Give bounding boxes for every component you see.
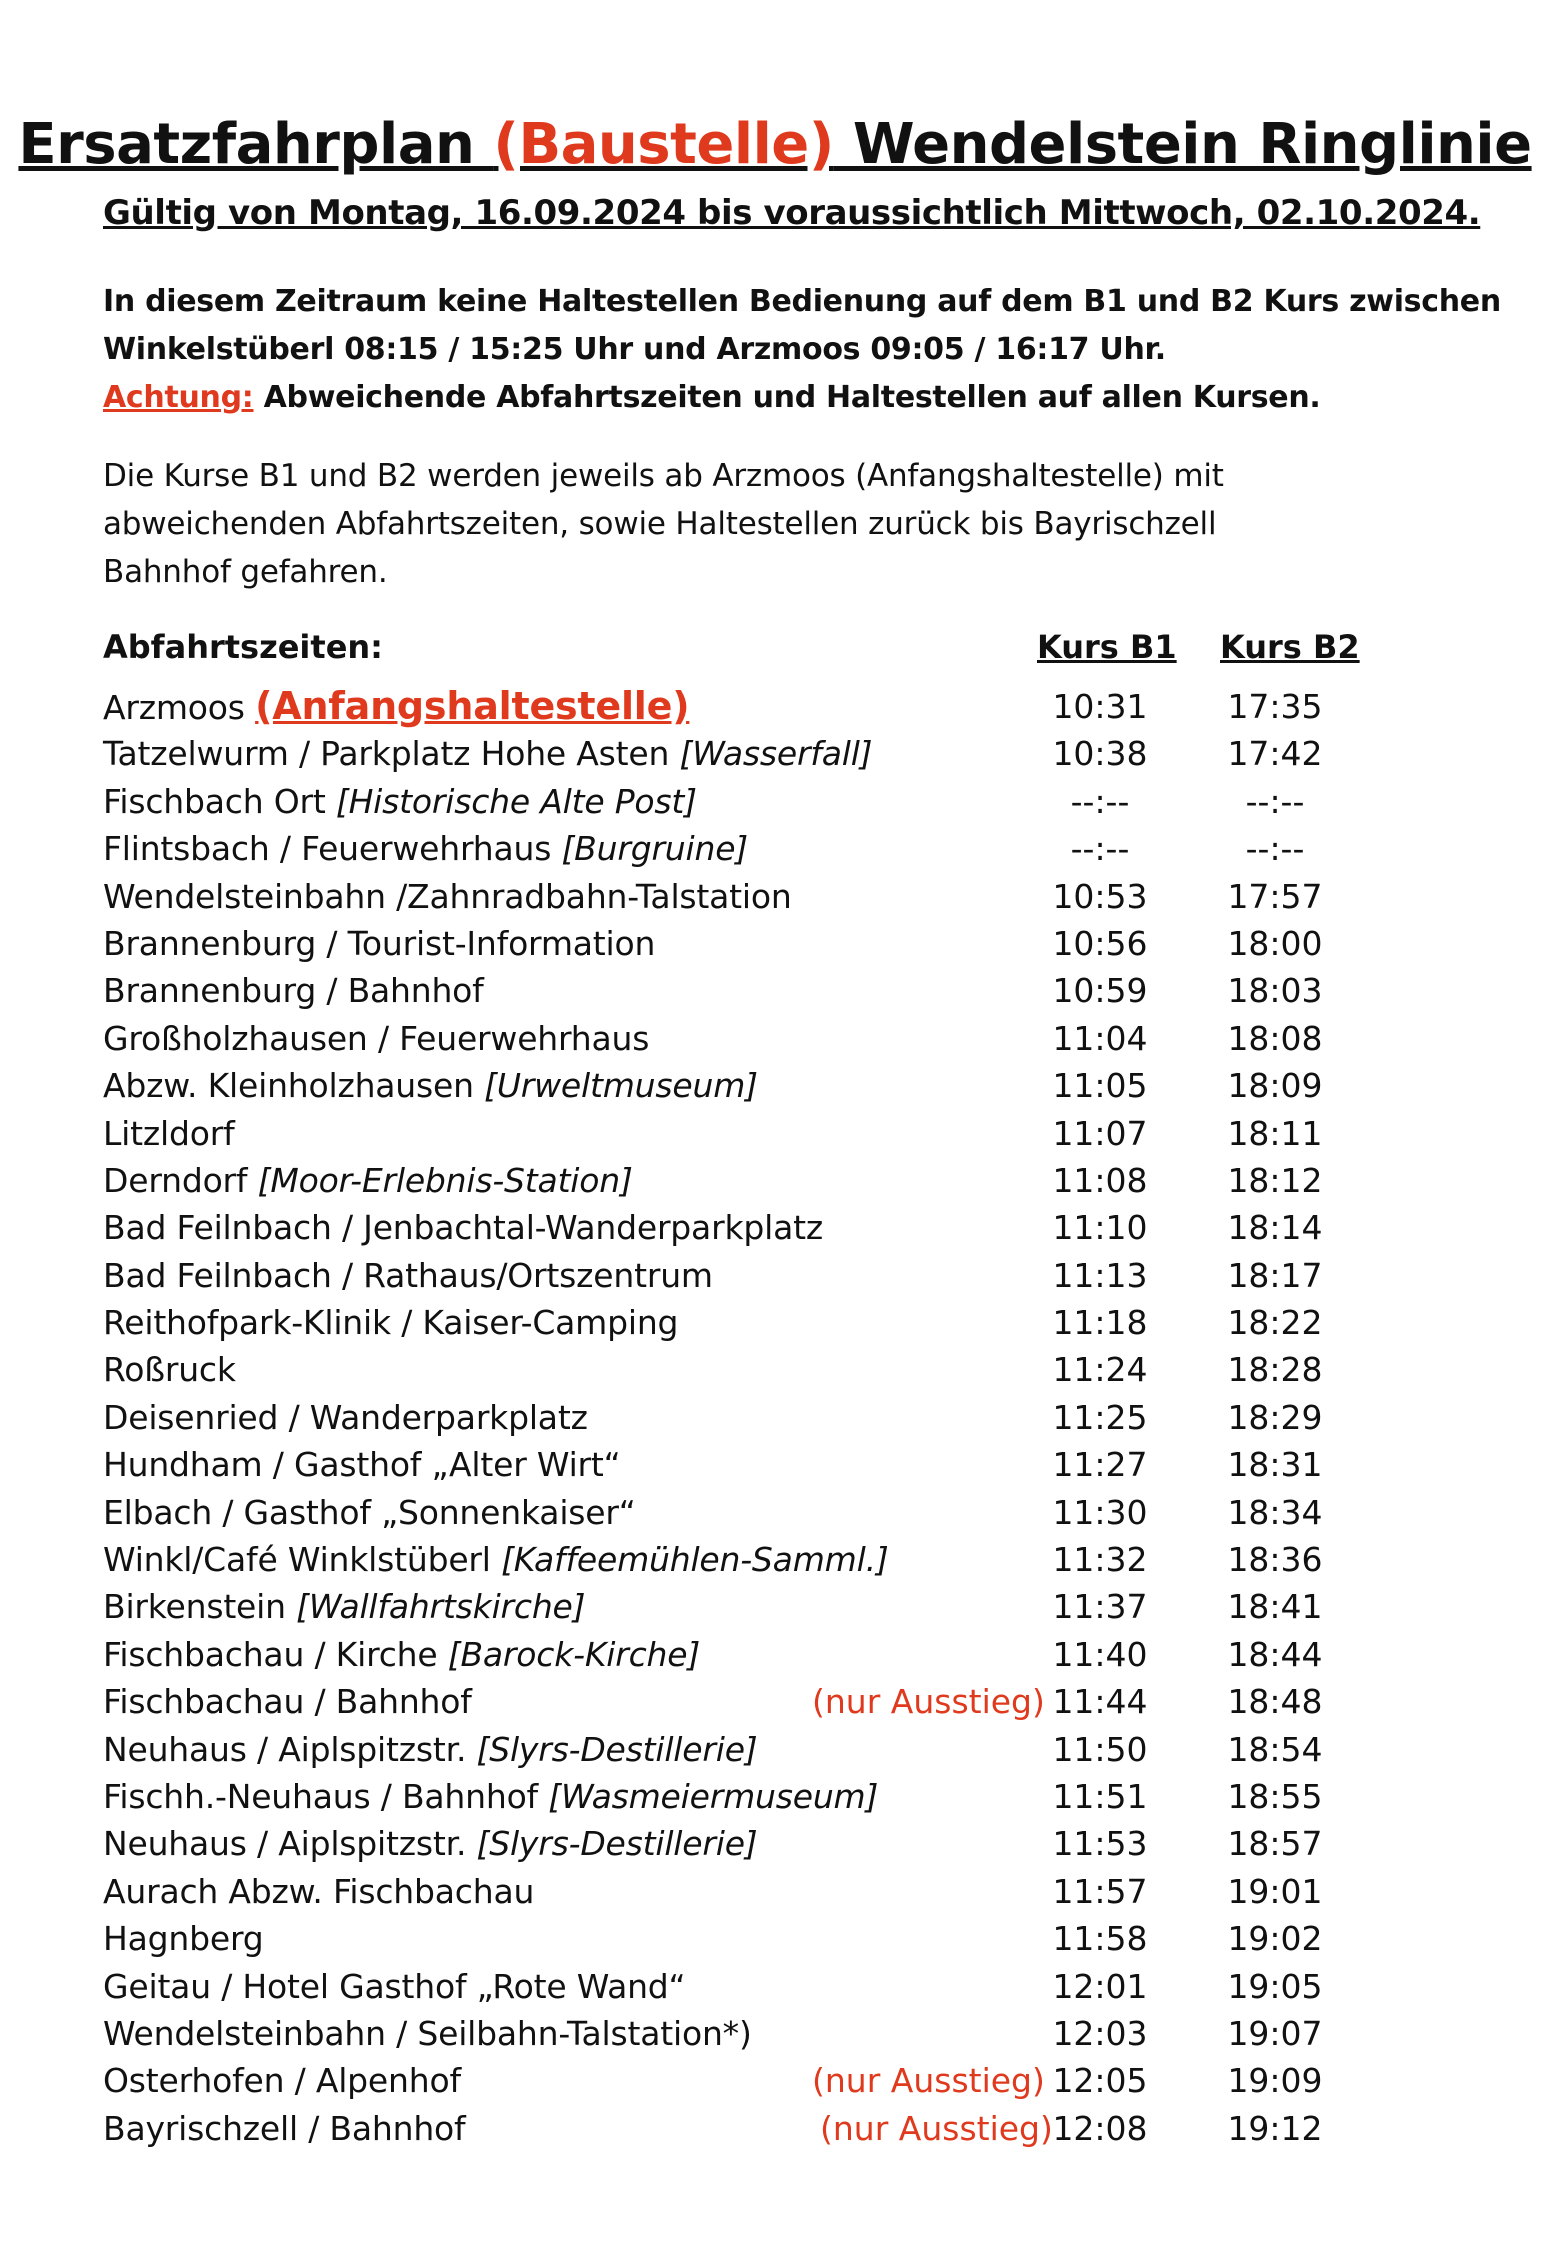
stop-name-text: Elbach / Gasthof „Sonnenkaiser“ — [103, 1492, 636, 1532]
time-b1: 11:32 — [1052, 1540, 1148, 1580]
table-row — [0, 873, 1550, 920]
time-b2: 18:12 — [1227, 1160, 1323, 1200]
title-part-3: Wendelstein Ringlinie — [833, 112, 1532, 177]
departures-label: Abfahrtszeiten: — [103, 628, 383, 666]
stop-name — [103, 730, 872, 777]
stop-name-text: Derndorf — [103, 1160, 258, 1200]
stop-name — [103, 1299, 678, 1346]
time-b1: --:-- — [1070, 829, 1130, 869]
stop-name-text: Aurach Abzw. Fischbachau — [103, 1871, 535, 1911]
time-b1: 11:27 — [1052, 1445, 1148, 1485]
achtung-label: Achtung: — [103, 380, 254, 415]
stop-name-text: Deisenried / Wanderparkplatz — [103, 1397, 588, 1437]
table-row — [0, 1394, 1550, 1441]
time-b2: 17:35 — [1227, 687, 1323, 726]
stop-name — [103, 1726, 758, 1773]
intro-line-2: abweichenden Abfahrtszeiten, sowie Haltestellen zurück bis Bayrischzell — [103, 506, 1217, 542]
table-row — [0, 1583, 1550, 1630]
stop-name — [103, 1631, 700, 1678]
time-b2: 18:11 — [1227, 1113, 1323, 1153]
table-row — [0, 683, 1550, 730]
time-b1: 11:10 — [1052, 1208, 1148, 1248]
stop-name — [103, 873, 792, 920]
time-b1: 11:13 — [1052, 1255, 1148, 1295]
start-stop-tag: (Anfangshaltestelle) — [255, 684, 690, 728]
stop-name — [103, 1204, 823, 1251]
table-row — [0, 2010, 1550, 2057]
stop-name — [103, 2105, 465, 2152]
table-row — [0, 1015, 1550, 1062]
table-row — [0, 1299, 1550, 1346]
stop-name — [103, 1015, 649, 1062]
stop-attraction-note: [Kaffeemühlen-Samml.] — [501, 1540, 889, 1580]
time-b2: 17:57 — [1227, 876, 1323, 916]
stop-name-text: Roßruck — [103, 1350, 236, 1390]
table-row — [0, 2105, 1550, 2152]
intro-paragraph — [103, 452, 1224, 596]
table-row — [0, 730, 1550, 777]
stop-name-text: Bad Feilnbach / Jenbachtal-Wanderparkplatz — [103, 1208, 823, 1248]
stop-name-text: Reithofpark-Klinik / Kaiser-Camping — [103, 1303, 679, 1343]
stop-name-text: Neuhaus / Aiplspitzstr. — [103, 1729, 477, 1769]
stop-name — [103, 1536, 889, 1583]
time-b1: 11:58 — [1052, 1919, 1148, 1959]
notice-line-3 — [103, 374, 1501, 422]
service-notice — [103, 278, 1501, 422]
time-b1: 11:25 — [1052, 1397, 1148, 1437]
time-b2: 19:07 — [1227, 2013, 1323, 2053]
time-b2: 18:57 — [1227, 1824, 1323, 1864]
stop-name — [103, 1583, 585, 1630]
stops-table — [0, 683, 1550, 2152]
stop-attraction-note: [Moor-Erlebnis-Station] — [257, 1160, 633, 1200]
stop-name-text: Neuhaus / Aiplspitzstr. — [103, 1824, 477, 1864]
table-row — [0, 1062, 1550, 1109]
time-b1: 11:18 — [1052, 1303, 1148, 1343]
title-part-1: Ersatzfahrplan — [18, 112, 494, 177]
time-b2: 19:02 — [1227, 1919, 1323, 1959]
time-b1: --:-- — [1070, 781, 1130, 821]
stop-name — [103, 778, 697, 825]
table-row — [0, 1726, 1550, 1773]
stop-name — [103, 1820, 758, 1867]
time-b2: 18:41 — [1227, 1587, 1323, 1627]
time-b2: 19:12 — [1227, 2108, 1323, 2148]
stop-name-text: Bad Feilnbach / Rathaus/Ortszentrum — [103, 1255, 713, 1295]
stop-name-text: Arzmoos — [103, 688, 256, 727]
table-row — [0, 778, 1550, 825]
table-row — [0, 1963, 1550, 2010]
time-b1: 11:08 — [1052, 1160, 1148, 1200]
stop-name-text: Osterhofen / Alpenhof — [103, 2061, 461, 2101]
stop-name — [103, 683, 689, 731]
column-header-b1: Kurs B1 — [1037, 628, 1177, 666]
stop-name-text: Winkl/Café Winklstüberl — [103, 1540, 502, 1580]
table-row — [0, 825, 1550, 872]
stop-name-text: Brannenburg / Tourist-Information — [103, 923, 656, 963]
stop-attraction-note: [Barock-Kirche] — [447, 1634, 701, 1674]
table-row — [0, 1536, 1550, 1583]
time-b2: 18:48 — [1227, 1682, 1323, 1722]
stop-name — [103, 2010, 752, 2057]
time-b1: 11:30 — [1052, 1492, 1148, 1532]
time-b2: --:-- — [1245, 829, 1305, 869]
time-b2: 18:14 — [1227, 1208, 1323, 1248]
time-b1: 12:01 — [1052, 1966, 1148, 2006]
stop-name-text: Fischh.-Neuhaus / Bahnhof — [103, 1776, 549, 1816]
table-row — [0, 1678, 1550, 1725]
table-row — [0, 920, 1550, 967]
stop-attraction-note: [Historische Alte Post] — [335, 781, 697, 821]
time-b2: 18:08 — [1227, 1018, 1323, 1058]
stop-name-text: Hundham / Gasthof „Alter Wirt“ — [103, 1445, 621, 1485]
stop-name-text: Birkenstein — [103, 1587, 297, 1627]
stop-name — [103, 1868, 534, 1915]
table-row — [0, 1204, 1550, 1251]
stop-attraction-note: [Urweltmuseum] — [484, 1066, 758, 1106]
time-b2: 18:34 — [1227, 1492, 1323, 1532]
time-b1: 11:53 — [1052, 1824, 1148, 1864]
column-header-b2: Kurs B2 — [1220, 628, 1360, 666]
time-b1: 11:07 — [1052, 1113, 1148, 1153]
alight-only-note: (nur Ausstieg) — [820, 2108, 1053, 2148]
time-b1: 11:05 — [1052, 1066, 1148, 1106]
table-row — [0, 1252, 1550, 1299]
time-b2: 18:22 — [1227, 1303, 1323, 1343]
table-row — [0, 1157, 1550, 1204]
time-b2: 18:00 — [1227, 923, 1323, 963]
time-b1: 11:04 — [1052, 1018, 1148, 1058]
stop-name — [103, 1252, 713, 1299]
stop-name — [103, 1441, 621, 1488]
stop-attraction-note: [Wasserfall] — [679, 734, 873, 774]
alight-only-note: (nur Ausstieg) — [812, 2061, 1045, 2101]
table-row — [0, 967, 1550, 1014]
time-b1: 11:44 — [1052, 1682, 1148, 1722]
stop-name — [103, 1773, 878, 1820]
stop-name — [103, 1489, 636, 1536]
time-b2: 18:29 — [1227, 1397, 1323, 1437]
time-b2: --:-- — [1245, 781, 1305, 821]
time-b1: 10:56 — [1052, 923, 1148, 963]
stop-name-text: Bayrischzell / Bahnhof — [103, 2108, 466, 2148]
time-b1: 11:51 — [1052, 1776, 1148, 1816]
stop-name — [103, 920, 655, 967]
stop-name — [103, 1110, 235, 1157]
title-construction-label: (Baustelle) — [493, 112, 834, 177]
stop-attraction-note: [Slyrs-Destillerie] — [476, 1729, 758, 1769]
time-b2: 17:42 — [1227, 734, 1323, 774]
intro-line-3: Bahnhof gefahren. — [103, 554, 388, 590]
time-b2: 19:01 — [1227, 1871, 1323, 1911]
stop-attraction-note: [Burgruine] — [561, 829, 748, 869]
notice-line-2: Winkelstüberl 08:15 / 15:25 Uhr und Arzmoos 09:05 / 16:17 Uhr. — [103, 332, 1166, 367]
time-b2: 18:28 — [1227, 1350, 1323, 1390]
alight-only-note: (nur Ausstieg) — [812, 1682, 1045, 1722]
table-row — [0, 1868, 1550, 1915]
stop-name-text: Litzldorf — [103, 1113, 235, 1153]
stop-name — [103, 1157, 633, 1204]
stop-name-text: Wendelsteinbahn / Seilbahn-Talstation*) — [103, 2013, 752, 2053]
time-b1: 11:37 — [1052, 1587, 1148, 1627]
stop-name — [103, 1963, 685, 2010]
stop-name-text: Abzw. Kleinholzhausen — [103, 1066, 485, 1106]
time-b2: 18:31 — [1227, 1445, 1323, 1485]
time-b1: 11:57 — [1052, 1871, 1148, 1911]
notice-line-1: In diesem Zeitraum keine Haltestellen Bedienung auf dem B1 und B2 Kurs zwischen — [103, 284, 1501, 319]
time-b1: 12:03 — [1052, 2013, 1148, 2053]
stop-name — [103, 1394, 588, 1441]
stop-name — [103, 1062, 758, 1109]
stop-name-text: Fischbachau / Kirche — [103, 1634, 448, 1674]
stop-name — [103, 1678, 472, 1725]
intro-line-1: Die Kurse B1 und B2 werden jeweils ab Arzmoos (Anfangshaltestelle) mit — [103, 458, 1224, 494]
table-row — [0, 1110, 1550, 1157]
time-b1: 11:50 — [1052, 1729, 1148, 1769]
table-row — [0, 1441, 1550, 1488]
stop-name-text: Fischbach Ort — [103, 781, 336, 821]
time-b1: 11:24 — [1052, 1350, 1148, 1390]
table-row — [0, 1820, 1550, 1867]
time-b1: 10:59 — [1052, 971, 1148, 1011]
time-b2: 18:17 — [1227, 1255, 1323, 1295]
stop-name-text: Fischbachau / Bahnhof — [103, 1682, 472, 1722]
validity-period: Gültig von Montag, 16.09.2024 bis voraussichtlich Mittwoch, 02.10.2024. — [103, 193, 1481, 233]
time-b2: 18:44 — [1227, 1634, 1323, 1674]
stop-name-text: Geitau / Hotel Gasthof „Rote Wand“ — [103, 1966, 686, 2006]
time-b2: 18:55 — [1227, 1776, 1323, 1816]
time-b1: 12:08 — [1052, 2108, 1148, 2148]
stop-attraction-note: [Wallfahrtskirche] — [296, 1587, 586, 1627]
achtung-text: Abweichende Abfahrtszeiten und Haltestellen auf allen Kursen. — [253, 380, 1321, 415]
time-b1: 12:05 — [1052, 2061, 1148, 2101]
stop-name — [103, 1346, 236, 1393]
table-row — [0, 1631, 1550, 1678]
stop-name-text: Flintsbach / Feuerwehrhaus — [103, 829, 562, 869]
table-row — [0, 1773, 1550, 1820]
page-title — [0, 112, 1550, 177]
stop-name-text: Tatzelwurm / Parkplatz Hohe Asten — [103, 734, 680, 774]
stop-name-text: Großholzhausen / Feuerwehrhaus — [103, 1018, 650, 1058]
stop-attraction-note: [Wasmeiermuseum] — [548, 1776, 879, 1816]
stop-name-text: Brannenburg / Bahnhof — [103, 971, 484, 1011]
stop-attraction-note: [Slyrs-Destillerie] — [476, 1824, 758, 1864]
stop-name — [103, 967, 484, 1014]
table-row — [0, 1489, 1550, 1536]
time-b2: 18:09 — [1227, 1066, 1323, 1106]
time-b1: 10:38 — [1052, 734, 1148, 774]
table-row — [0, 1346, 1550, 1393]
time-b2: 19:05 — [1227, 1966, 1323, 2006]
time-b1: 10:31 — [1052, 687, 1148, 726]
time-b2: 18:36 — [1227, 1540, 1323, 1580]
time-b1: 11:40 — [1052, 1634, 1148, 1674]
stop-name-text: Hagnberg — [103, 1919, 264, 1959]
stop-name — [103, 1915, 263, 1962]
time-b1: 10:53 — [1052, 876, 1148, 916]
time-b2: 19:09 — [1227, 2061, 1323, 2101]
table-row — [0, 1915, 1550, 1962]
stop-name — [103, 2057, 461, 2104]
stop-name-text: Wendelsteinbahn /Zahnradbahn-Talstation — [103, 876, 792, 916]
time-b2: 18:03 — [1227, 971, 1323, 1011]
time-b2: 18:54 — [1227, 1729, 1323, 1769]
table-row — [0, 2057, 1550, 2104]
stop-name — [103, 825, 748, 872]
